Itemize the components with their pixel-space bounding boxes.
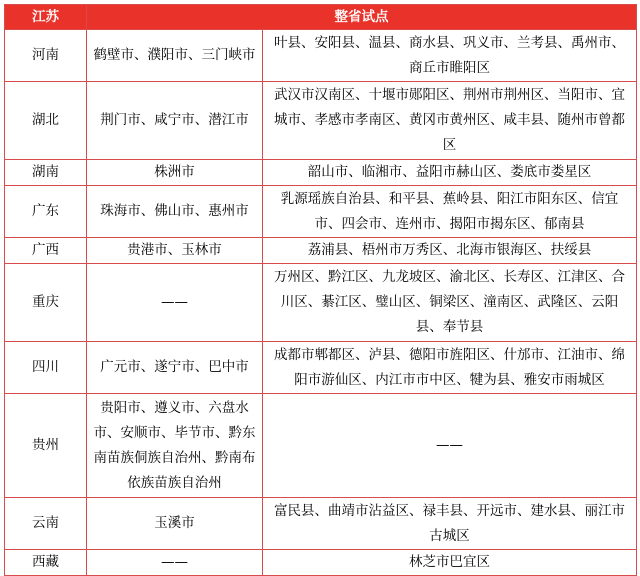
table-row bbox=[5, 30, 637, 82]
county-cell: 武汉市汉南区、十堰市郧阳区、荆州市荆州区、当阳市、宜城市、孝感市孝南区、黄冈市黄州区、咸丰县、随州市曾都区 bbox=[263, 82, 637, 160]
header-row bbox=[5, 5, 637, 30]
city-cell: 广元市、遂宁市、巴中市 bbox=[87, 342, 263, 394]
table-row bbox=[5, 550, 637, 576]
city-cell: —— bbox=[87, 264, 263, 342]
province-cell: 广西 bbox=[5, 238, 87, 264]
province-cell: 湖北 bbox=[5, 82, 87, 160]
city-cell: 鹤壁市、濮阳市、三门峡市 bbox=[87, 30, 263, 82]
city-cell: 贵阳市、遵义市、六盘水市、安顺市、毕节市、黔东南苗族侗族自治州、黔南布依族苗族自治州 bbox=[87, 394, 263, 498]
city-cell: 玉溪市 bbox=[87, 498, 263, 550]
city-cell: 株洲市 bbox=[87, 160, 263, 186]
city-cell: —— bbox=[87, 550, 263, 576]
province-cell: 湖南 bbox=[5, 160, 87, 186]
county-cell: —— bbox=[263, 394, 637, 498]
table-row bbox=[5, 186, 637, 238]
header-pilot: 整省试点 bbox=[87, 5, 637, 30]
province-cell: 贵州 bbox=[5, 394, 87, 498]
pilot-table bbox=[4, 4, 637, 576]
city-cell: 珠海市、佛山市、惠州市 bbox=[87, 186, 263, 238]
table-row bbox=[5, 394, 637, 498]
county-cell: 富民县、曲靖市沾益区、禄丰县、开远市、建水县、丽江市古城区 bbox=[263, 498, 637, 550]
table-row bbox=[5, 498, 637, 550]
table-row bbox=[5, 82, 637, 160]
county-cell: 万州区、黔江区、九龙坡区、渝北区、长寿区、江津区、合川区、綦江区、璧山区、铜梁区、潼南区、武隆区、云阳县、奉节县 bbox=[263, 264, 637, 342]
county-cell: 荔浦县、梧州市万秀区、北海市银海区、扶绥县 bbox=[263, 238, 637, 264]
city-cell: 贵港市、玉林市 bbox=[87, 238, 263, 264]
province-cell: 四川 bbox=[5, 342, 87, 394]
province-cell: 重庆 bbox=[5, 264, 87, 342]
county-cell: 乳源瑶族自治县、和平县、蕉岭县、阳江市阳东区、信宜市、四会市、连州市、揭阳市揭东区、郁南县 bbox=[263, 186, 637, 238]
table-row bbox=[5, 160, 637, 186]
province-cell: 广东 bbox=[5, 186, 87, 238]
county-cell: 叶县、安阳县、温县、商水县、巩义市、兰考县、禹州市、商丘市睢阳区 bbox=[263, 30, 637, 82]
county-cell: 韶山市、临湘市、益阳市赫山区、娄底市娄星区 bbox=[263, 160, 637, 186]
city-cell: 荆门市、咸宁市、潜江市 bbox=[87, 82, 263, 160]
table-row bbox=[5, 264, 637, 342]
table-row bbox=[5, 238, 637, 264]
province-cell: 河南 bbox=[5, 30, 87, 82]
province-cell: 云南 bbox=[5, 498, 87, 550]
header-province: 江苏 bbox=[5, 5, 87, 30]
county-cell: 成都市郫都区、泸县、德阳市旌阳区、什邡市、江油市、绵阳市游仙区、内江市市中区、犍为县、雅安市雨城区 bbox=[263, 342, 637, 394]
county-cell: 林芝市巴宜区 bbox=[263, 550, 637, 576]
table-row bbox=[5, 342, 637, 394]
province-cell: 西藏 bbox=[5, 550, 87, 576]
